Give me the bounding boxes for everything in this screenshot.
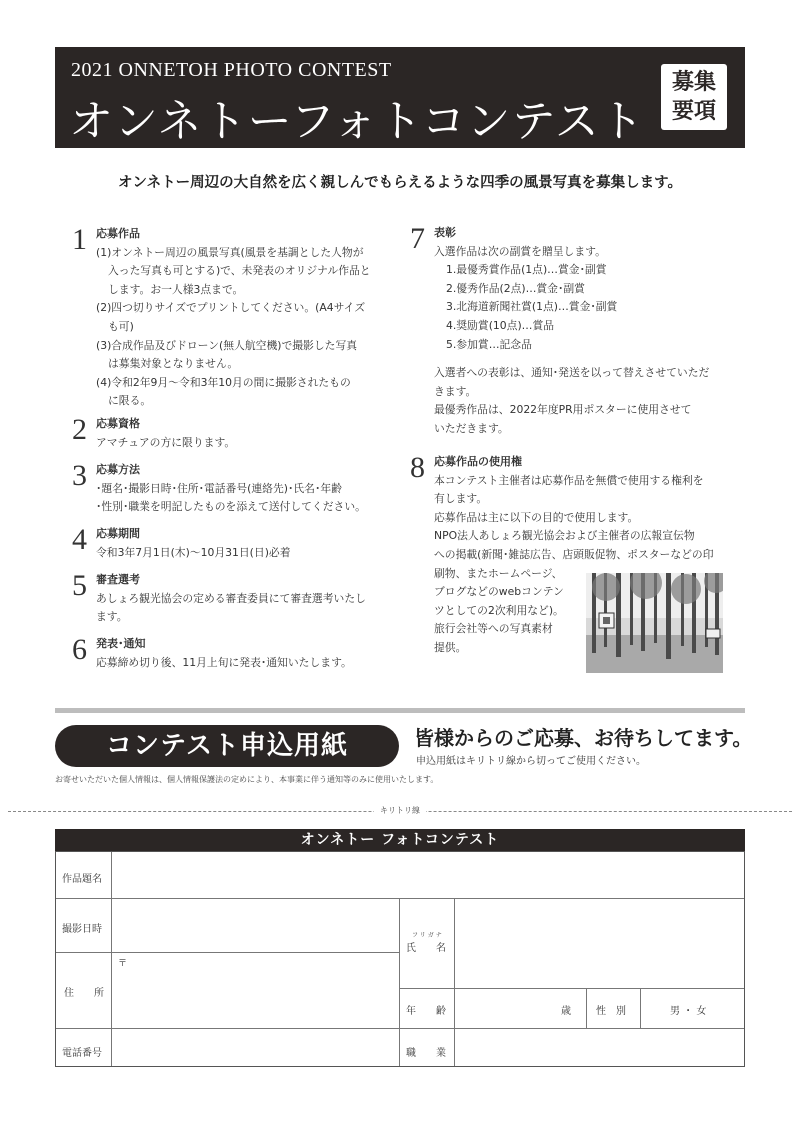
section-number: 6 (72, 633, 87, 666)
phone-label: 電話番号 (62, 1048, 102, 1059)
section-line: あしょろ観光協会の定める審査委員にて審査選考いたし (96, 591, 366, 605)
form-title: オンネトー フォトコンテスト (55, 829, 745, 851)
section-line: アマチュアの方に限ります。 (96, 435, 236, 449)
section-title: 応募方法 (96, 463, 140, 476)
section-title: 応募資格 (96, 417, 140, 430)
cut-instruction: 申込用紙はキリトリ線から切ってご使用ください。 (416, 756, 646, 767)
lead-text: オンネトー周辺の大自然を広く親しんでもらえるような四季の風景写真を募集します。 (118, 175, 682, 191)
section-line: きます。 (434, 384, 477, 398)
form-frame (55, 851, 745, 1067)
section-number: 7 (410, 222, 425, 255)
section-line: ブログなどのwebコンテン (434, 585, 564, 599)
section-3 (72, 461, 402, 517)
section-line: も可) (108, 319, 134, 333)
section-number: 8 (410, 451, 425, 484)
divider-bar (55, 708, 745, 713)
gender-label: 性 別 (596, 1006, 626, 1017)
section-line: 本コンテスト主催者は応募作品を無償で使用する権利を (434, 473, 704, 487)
age-unit: 歳 (561, 1006, 571, 1017)
section-number: 4 (72, 523, 87, 556)
section-line: いただきます。 (434, 421, 509, 435)
section-title: 発表･通知 (96, 637, 146, 650)
header-banner (55, 47, 745, 148)
section-line: 入った写真も可とする)で、未発表のオリジナル作品と (108, 264, 371, 278)
section-line: に限る。 (108, 394, 152, 408)
application-form-banner: コンテスト申込用紙 (55, 725, 399, 767)
section-line: 入選作品は次の副賞を贈呈します。 (434, 244, 606, 258)
section-line: (1)オンネトー周辺の風景写真(風景を基調とした人物が (96, 245, 364, 259)
forest-photo-image (586, 573, 723, 673)
section-line: ･性別･職業を明記したものを添えて送付してください。 (96, 500, 366, 514)
recruitment-badge (661, 64, 727, 130)
section-line: 令和3年7月1日(木)〜10月31日(日)必着 (96, 545, 291, 559)
section-6 (72, 635, 402, 672)
age-label: 年 齢 (406, 1006, 446, 1017)
section-line: ツとしての2次利用など)。 (434, 603, 564, 617)
occupation-field[interactable] (455, 1029, 744, 1066)
name-label: 氏 名 (406, 943, 446, 954)
badge-line-2: 要項 (671, 99, 716, 124)
section-title: 応募作品の使用権 (434, 455, 522, 468)
award-line: 4.奨励賞(10点)…賞品 (446, 318, 555, 332)
forest-photo (586, 573, 723, 673)
section-title: 応募期間 (96, 527, 140, 540)
section-line: 旅行会社等への写真素材 (434, 622, 553, 636)
section-line: 提供。 (434, 640, 467, 654)
section-line: 最優秀作品は、2022年度PR用ポスターに使用させて (434, 403, 692, 417)
cut-line-label-wrap (0, 805, 800, 816)
invitation-heading: 皆様からのご応募、お待ちしてます。 (414, 726, 753, 750)
section-line: ます。 (96, 610, 128, 624)
japanese-title: オンネトーフォトコンテスト (69, 96, 645, 147)
award-line: 1.最優秀賞作品(1点)…賞金･副賞 (446, 263, 607, 277)
furigana-label: フリガナ (412, 932, 444, 939)
award-line: 5.参加賞…記念品 (446, 337, 532, 351)
section-line: (3)合成作品及びドローン(無人航空機)で撮影した写真 (96, 338, 358, 352)
section-line: への掲載(新聞･雑誌広告、店頭販促物、ポスターなどの印 (434, 547, 714, 561)
cut-line-label: キリトリ線 (374, 806, 426, 815)
award-line: 3.北海道新聞社賞(1点)…賞金･副賞 (446, 300, 618, 314)
privacy-notice: お寄せいただいた個人情報は、個人情報保護法の定めにより、本事業に伴う通知等のみに使用いたします。 (55, 775, 439, 784)
section-title: 表彰 (434, 226, 456, 239)
english-title: 2021 ONNETOH PHOTO CONTEST (71, 59, 392, 81)
section-title: 応募作品 (96, 227, 140, 240)
section-line: 刷物、またホームページ、 (434, 566, 563, 580)
address-label: 住 所 (64, 988, 104, 999)
section-4 (72, 525, 402, 562)
postal-mark: 〒 (118, 959, 128, 969)
section-7 (410, 224, 735, 439)
section-line: 入選者への表彰は、通知･発送を以って替えさせていただ (434, 366, 710, 380)
gender-options[interactable]: 男 ・ 女 (670, 1006, 707, 1017)
section-line: NPO法人あしょろ観光協会および主催者の広報宣伝物 (434, 529, 695, 543)
section-line: 有します。 (434, 492, 488, 506)
section-1 (72, 225, 402, 411)
entry-form (55, 829, 745, 1067)
title-label: 作品題名 (62, 874, 102, 885)
section-number: 3 (72, 459, 87, 492)
section-number: 1 (72, 223, 87, 256)
section-number: 2 (72, 413, 87, 446)
date-label: 撮影日時 (62, 924, 102, 935)
section-number: 5 (72, 569, 87, 602)
section-2 (72, 415, 402, 452)
section-title: 審査選考 (96, 573, 140, 586)
name-field[interactable] (455, 899, 744, 988)
age-field[interactable] (455, 989, 555, 1028)
section-5 (72, 571, 402, 627)
award-line: 2.優秀作品(2点)…賞金･副賞 (446, 281, 585, 295)
date-field[interactable] (112, 899, 399, 952)
section-line: (4)令和2年9月〜令和3年10月の間に撮影されたもの (96, 375, 351, 389)
section-line: 応募作品は主に以下の目的で使用します。 (434, 510, 639, 524)
section-line: ･題名･撮影日時･住所･電話番号(連絡先)･氏名･年齢 (96, 481, 342, 495)
section-line: 応募締め切り後、11月上旬に発表･通知いたします。 (96, 655, 352, 669)
badge-line-1: 募集 (671, 70, 716, 95)
section-line: します。お一人様3点まで。 (108, 282, 244, 296)
occupation-label: 職 業 (406, 1048, 446, 1059)
section-line: は募集対象となりません。 (108, 357, 239, 371)
phone-field[interactable] (112, 1029, 399, 1066)
title-field[interactable] (112, 852, 744, 898)
address-field[interactable] (112, 953, 399, 1028)
section-line: (2)四つ切りサイズでプリントしてください。(A4サイズ (96, 301, 366, 315)
